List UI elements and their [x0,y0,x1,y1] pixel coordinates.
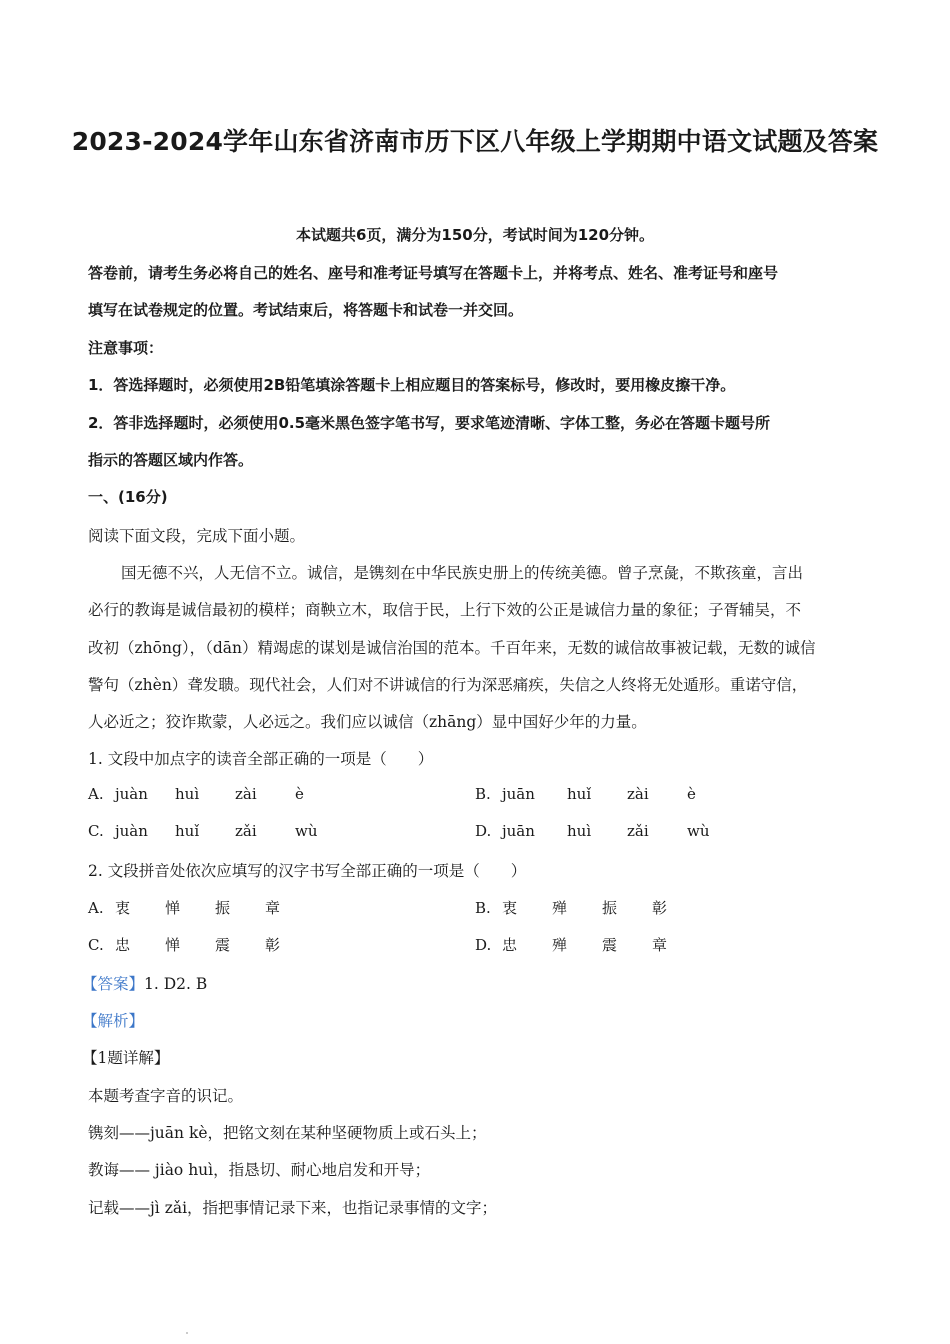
passage-line-1: 国无德不兴，人无信不立。诚信，是镌刻在中华民族史册上的传统美德。曾子烹彘，不欺孩童，言出 [121,564,804,582]
note-line-1: 1．答选择题时，必须使用2B铅笔填涂答题卡上相应题目的答案标号，修改时，要用橡皮擦干净。 [88,376,736,394]
option-item: juàn [115,785,148,803]
note-line-2: 2．答非选择题时，必须使用0.5毫米黑色签字笔书写，要求笔迹清晰、字体工整，务必在答题卡题号所 [88,414,771,432]
option-item: è [687,785,696,803]
q1-option-a [88,785,304,803]
option-item: 惮 [165,936,181,954]
option-letter: C. [88,822,104,840]
option-item: 章 [265,899,281,917]
option-letter: D. [475,822,492,840]
option-item: wù [295,822,318,840]
q2-option-a [88,897,280,918]
option-item: 震 [215,936,231,954]
option-item: wù [687,822,710,840]
option-item: 振 [602,899,618,917]
q2-option-c [88,934,280,955]
page-speck [186,1332,188,1334]
passage-line-4: 警句（zhèn）聋发聩。现代社会，人们对不讲诚信的行为深恶痛疾，失信之人终将无处遁形。重诺守信， [88,676,808,694]
answer-tag: 【答案】 [82,975,145,993]
option-item: 殚 [552,936,568,954]
detail-heading: 【1题详解】 [82,1049,170,1067]
option-letter: C. [88,936,104,954]
detail-line-1: 本题考查字音的识记。 [88,1087,244,1105]
option-item: huǐ [175,822,200,840]
q2-option-b [475,897,667,918]
instruction-line-2: 填写在试卷规定的位置。考试结束后，将答题卡和试卷一并交回。 [88,301,524,319]
detail-line-2: 镌刻——juān kè，把铭文刻在某种坚硬物质上或石头上； [88,1124,487,1142]
option-item: 衷 [502,899,518,917]
option-item: 殚 [552,899,568,917]
exam-intro: 本试题共6页，满分为150分，考试时间为120分钟。 [295,226,655,244]
passage-line-2: 必行的教诲是诚信最初的模样；商鞅立木，取信于民，上行下效的公正是诚信力量的象征；子胥辅吴，不 [88,601,802,619]
option-item: 忠 [115,936,131,954]
option-item: zài [627,785,649,803]
option-letter: D. [475,936,492,954]
detail-line-3: 教诲—— jiào huì，指恳切、耐心地启发和开导； [88,1161,431,1179]
option-item: 振 [215,899,231,917]
reading-prompt: 阅读下面文段，完成下面小题。 [88,527,306,545]
option-letter: A. [88,785,104,803]
option-item: juàn [115,822,148,840]
passage-line-5: 人必近之；狡诈欺蒙，人必远之。我们应以诚信（zhāng）显中国好少年的力量。 [88,713,647,731]
option-item: 彰 [652,899,668,917]
option-item: zǎi [627,822,649,840]
option-letter: B. [475,899,491,917]
q1-option-d [475,822,710,840]
q2-option-d [475,934,667,955]
option-item: 惮 [165,899,181,917]
option-item: huì [175,785,200,803]
option-letter: A. [88,899,104,917]
analysis-tag: 【解析】 [82,1012,145,1030]
question-1-stem: 1. 文段中加点字的读音全部正确的一项是（ ） [88,750,434,768]
instruction-line-1: 答卷前，请考生务必将自己的姓名、座号和准考证号填写在答题卡上，并将考点、姓名、准考证号和座号 [88,264,779,282]
option-item: è [295,785,304,803]
option-item: 章 [652,936,668,954]
page-title: 2023-2024学年山东省济南市历下区八年级上学期期中语文试题及答案 [71,127,879,156]
note-line-3: 指示的答题区域内作答。 [88,451,254,469]
question-2-stem: 2. 文段拼音处依次应填写的汉字书写全部正确的一项是（ ） [88,862,527,880]
option-item: huǐ [567,785,592,803]
option-letter: B. [475,785,491,803]
answer-text: 1. D2. B [144,975,208,993]
option-item: huì [567,822,592,840]
detail-line-4: 记载——jì zǎi，指把事情记录下来，也指记录事情的文字； [88,1199,498,1217]
option-item: 震 [602,936,618,954]
q1-option-c [88,822,318,840]
section-heading: 一、(16分) [88,488,168,506]
passage-line-3: 改初（zhōng），（dān）精竭虑的谋划是诚信治国的范本。千百年来，无数的诚信故事被记载，无数的诚信 [88,639,816,657]
q1-option-b [475,785,696,803]
answer-line [82,972,207,994]
option-item: juān [502,785,535,803]
option-item: 忠 [502,936,518,954]
option-item: 彰 [265,936,281,954]
option-item: juān [502,822,535,840]
option-item: zài [235,785,257,803]
notes-heading: 注意事项： [88,339,164,357]
option-item: zǎi [235,822,257,840]
option-item: 衷 [115,899,131,917]
